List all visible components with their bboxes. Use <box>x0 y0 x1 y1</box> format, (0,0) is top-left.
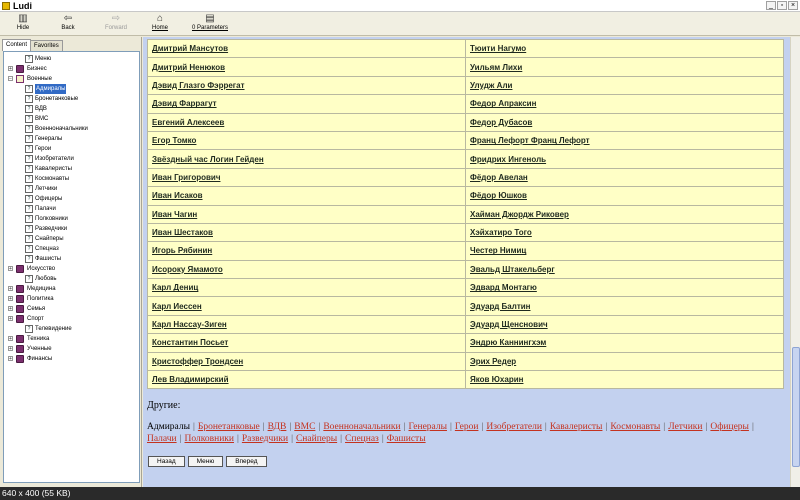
person-link[interactable]: Игорь Рябинин <box>152 246 213 256</box>
forward-button[interactable] <box>101 13 131 35</box>
table-row <box>148 315 784 333</box>
tree-item-label: Фашисты <box>35 256 62 262</box>
separator: | <box>663 422 666 432</box>
table-cell <box>148 205 466 223</box>
help-page-icon: ? <box>25 275 33 283</box>
table-row <box>148 205 784 223</box>
person-link[interactable]: Евгений Алексеев <box>152 117 225 127</box>
tree-item[interactable] <box>4 194 139 204</box>
person-link[interactable]: Уильям Лихи <box>470 62 523 72</box>
separator: | <box>291 434 293 444</box>
table-cell <box>148 223 466 241</box>
table-cell <box>466 334 784 352</box>
tree-item-label: Семья <box>27 306 46 312</box>
person-link[interactable]: Иван Григорович <box>152 172 221 182</box>
table-row <box>148 187 784 205</box>
parameters-label: 0 Parameters <box>191 25 228 31</box>
tree-item[interactable] <box>4 224 139 234</box>
help-page-icon: ? <box>25 245 33 253</box>
tree-item[interactable] <box>4 164 139 174</box>
person-link[interactable]: Фридрих Ингеноль <box>470 154 547 164</box>
category-link[interactable]: Разведчики <box>241 434 289 444</box>
tree-item[interactable] <box>4 64 139 74</box>
person-link[interactable]: Федор Апраксин <box>470 99 537 109</box>
help-page-icon: ? <box>25 85 33 93</box>
category-link[interactable]: Генералы <box>408 422 447 432</box>
table-cell <box>148 187 466 205</box>
tree-item[interactable] <box>4 244 139 254</box>
separator: | <box>179 434 182 444</box>
table-row <box>148 352 784 370</box>
category-link[interactable]: Космонавты <box>610 422 661 432</box>
tree-item-label: Медицина <box>27 286 56 292</box>
tree-item-label: Военноначальники <box>35 126 88 132</box>
back-button[interactable] <box>56 13 80 35</box>
separator: | <box>705 422 708 432</box>
expand-icon[interactable]: + <box>9 66 12 72</box>
book-icon <box>16 335 24 343</box>
forward-arrow-icon: ⇨ <box>111 13 121 24</box>
tree-item-label: Палачи <box>35 206 56 212</box>
table-row <box>148 260 784 278</box>
collapse-icon[interactable]: − <box>9 76 12 82</box>
help-page-icon: ? <box>25 255 33 263</box>
table-cell <box>148 334 466 352</box>
tree-item-label: Космонавты <box>35 176 70 182</box>
separator: | <box>381 434 384 444</box>
person-link[interactable]: Лев Владимирский <box>152 375 229 385</box>
tree-item[interactable] <box>4 344 139 354</box>
category-link[interactable]: Летчики <box>668 422 703 432</box>
table-cell <box>466 279 784 297</box>
tree-item[interactable] <box>4 324 139 334</box>
table-row <box>148 223 784 241</box>
help-page-icon: ? <box>25 55 33 63</box>
book-icon <box>16 295 24 303</box>
table-cell <box>466 150 784 168</box>
table-cell <box>466 223 784 241</box>
help-page-icon: ? <box>25 185 33 193</box>
separator: | <box>236 434 239 444</box>
table-cell <box>148 242 466 260</box>
forward-nav-button[interactable]: Вперед <box>226 456 266 467</box>
person-link[interactable]: Дмитрий Ненюков <box>152 62 225 72</box>
person-link[interactable]: Фёдор Авелан <box>470 172 528 182</box>
table-cell <box>148 352 466 370</box>
home-button[interactable] <box>150 13 170 35</box>
tree-item-label: Финансы <box>27 356 53 362</box>
person-link[interactable]: Звёздный час Логин Гейден <box>152 154 264 164</box>
table-row <box>148 297 784 315</box>
tree-item-label: Бронетанковые <box>35 96 79 102</box>
person-link[interactable]: Фёдор Юшков <box>470 191 527 201</box>
table-cell <box>466 297 784 315</box>
table-row <box>148 168 784 186</box>
table-cell <box>466 352 784 370</box>
table-cell <box>466 242 784 260</box>
person-link[interactable]: Яков Юхарин <box>470 375 524 385</box>
table-cell <box>148 168 466 186</box>
person-link[interactable]: Егор Томко <box>152 136 197 146</box>
tree-item-label: Адмиралы <box>36 86 66 92</box>
expand-icon[interactable]: + <box>9 266 12 272</box>
content-area <box>143 37 790 487</box>
help-page-icon: ? <box>25 175 33 183</box>
category-link[interactable]: ВДВ <box>267 422 287 432</box>
restore-button[interactable]: ▫ <box>777 1 787 10</box>
table-cell <box>148 40 466 58</box>
person-link[interactable]: Дэвид Фаррагут <box>152 99 217 109</box>
tree-item-label: Искусство <box>27 266 56 272</box>
tree-item-label: Любовь <box>35 276 57 282</box>
person-link[interactable]: Эвальд Штакельберг <box>470 264 555 274</box>
separator: | <box>403 422 406 432</box>
forward-label: Forward <box>104 25 127 31</box>
category-link[interactable]: Снайперы <box>295 434 338 444</box>
person-link[interactable]: Карл Дениц <box>152 283 199 293</box>
tree-item[interactable] <box>4 134 139 144</box>
expand-icon[interactable]: + <box>9 316 12 322</box>
tree-item[interactable] <box>4 54 139 64</box>
table-cell <box>148 371 466 389</box>
navigation-pane <box>0 37 142 487</box>
category-link[interactable]: Офицеры <box>710 422 749 432</box>
person-link[interactable]: Иван Шестаков <box>152 228 213 238</box>
tree-item[interactable] <box>4 144 139 154</box>
tree-item-label: Меню <box>35 56 52 62</box>
person-link[interactable]: Эдуард Щенснович <box>470 320 548 330</box>
help-page-icon: ? <box>25 235 33 243</box>
separator: | <box>340 434 343 444</box>
separator: | <box>751 422 754 432</box>
help-page-icon: ? <box>25 95 33 103</box>
person-link[interactable]: Исороку Ямамото <box>152 264 223 274</box>
tree-item-label: Офицеры <box>35 196 63 202</box>
tree-item[interactable] <box>4 94 139 104</box>
tree-item-label: ВМС <box>35 116 49 122</box>
options-icon: ▤ <box>205 13 215 24</box>
image-dimensions-caption: 640 x 400 (55 KB) <box>2 488 71 498</box>
help-page-icon: ? <box>25 225 33 233</box>
tree-item-label: Военные <box>27 76 52 82</box>
title-bar <box>0 0 800 12</box>
table-cell <box>148 150 466 168</box>
tree-item[interactable] <box>4 204 139 214</box>
table-row <box>148 40 784 58</box>
tree-item-label: Снайперы <box>35 236 64 242</box>
hide-panel-icon: ▥ <box>18 13 28 24</box>
tab-content[interactable]: Content <box>2 39 31 51</box>
expand-icon[interactable]: + <box>9 336 12 342</box>
tree-item[interactable] <box>4 354 139 364</box>
table-cell <box>466 260 784 278</box>
tree-item[interactable] <box>4 254 139 264</box>
person-link[interactable]: Федор Дубасов <box>470 117 533 127</box>
separator: | <box>605 422 608 432</box>
tree-item-label: Телевидение <box>35 326 72 332</box>
tree-item-label: Летчики <box>35 186 58 192</box>
menu-nav-button[interactable]: Меню <box>188 456 224 467</box>
table-cell <box>466 40 784 58</box>
help-page-icon: ? <box>25 105 33 113</box>
tree-item-label: Герои <box>35 146 52 152</box>
back-label: Back <box>61 25 75 31</box>
others-label: Другие: <box>147 400 181 411</box>
app-icon <box>2 2 10 10</box>
window-title: Ludi <box>13 1 32 11</box>
person-link[interactable]: Иван Исаков <box>152 191 203 201</box>
table-cell <box>466 95 784 113</box>
table-row <box>148 131 784 149</box>
help-page-icon: ? <box>25 325 33 333</box>
topics-tree <box>3 51 140 483</box>
category-link[interactable]: Военноначальники <box>323 422 401 432</box>
separator: | <box>481 422 484 432</box>
book-icon <box>16 315 24 323</box>
table-cell <box>466 205 784 223</box>
tree-item-label: Изобретатели <box>35 156 74 162</box>
tree-item-label: Полковники <box>35 216 68 222</box>
tree-item-label: Бизнес <box>27 66 47 72</box>
tree-item[interactable] <box>4 74 139 84</box>
close-button[interactable]: × <box>788 1 798 10</box>
tree-item[interactable] <box>4 174 139 184</box>
hide-label: Hide <box>16 25 30 31</box>
tree-item[interactable] <box>4 84 139 94</box>
category-link[interactable]: Фашисты <box>386 434 426 444</box>
person-link[interactable]: Хэйхатиро Того <box>470 228 532 238</box>
tree-item[interactable] <box>4 274 139 284</box>
back-nav-button[interactable]: Назад <box>148 456 185 467</box>
person-link[interactable]: Иван Чагин <box>152 209 198 219</box>
category-links <box>147 421 785 445</box>
separator: | <box>318 422 321 432</box>
person-link[interactable]: Эндрю Каннингхэм <box>470 338 547 348</box>
minimize-button[interactable]: _ <box>766 1 776 10</box>
category-link[interactable]: Полковники <box>184 434 234 444</box>
tree-item[interactable] <box>4 284 139 294</box>
nav-tabs <box>2 40 62 51</box>
tree-item[interactable] <box>4 184 139 194</box>
expand-icon[interactable]: + <box>9 356 12 362</box>
person-link[interactable]: Франц Лефорт Франц Лефорт <box>470 136 590 146</box>
table-cell <box>466 371 784 389</box>
person-link[interactable]: Дмитрий Мансутов <box>152 44 229 54</box>
tree-item[interactable] <box>4 114 139 124</box>
book-icon <box>16 305 24 313</box>
person-link[interactable]: Дэвид Глазго Фэррегат <box>152 80 245 90</box>
table-cell <box>148 131 466 149</box>
tree-item[interactable] <box>4 264 139 274</box>
tree-item-label: Разведчики <box>35 226 68 232</box>
separator: | <box>449 422 452 432</box>
category-link[interactable]: Бронетанковые <box>197 422 260 432</box>
category-link[interactable]: Кавалеристы <box>549 422 603 432</box>
table-cell <box>148 113 466 131</box>
table-cell <box>466 187 784 205</box>
tab-favorites[interactable]: Favorites <box>30 40 63 51</box>
tree-item[interactable] <box>4 234 139 244</box>
category-link[interactable]: Изобретатели <box>486 422 542 432</box>
help-page-icon: ? <box>25 215 33 223</box>
table-row <box>148 113 784 131</box>
vertical-scrollbar[interactable] <box>790 37 800 487</box>
tree-item-label: Техника <box>27 336 50 342</box>
tree-item-label: Ученные <box>27 346 52 352</box>
tree-item[interactable] <box>4 154 139 164</box>
book-icon <box>16 285 24 293</box>
help-page-icon: ? <box>25 165 33 173</box>
table-row <box>148 76 784 94</box>
table-row <box>148 242 784 260</box>
person-link[interactable]: Карл Иессен <box>152 301 202 311</box>
table-row <box>148 279 784 297</box>
separator: | <box>262 422 265 432</box>
image-caption-bar <box>0 487 800 500</box>
back-arrow-icon: ⇦ <box>63 13 73 24</box>
table-cell <box>148 297 466 315</box>
tree-item[interactable] <box>4 314 139 324</box>
table-cell <box>466 113 784 131</box>
category-link[interactable]: Герои <box>454 422 479 432</box>
table-row <box>148 334 784 352</box>
table-cell <box>466 168 784 186</box>
help-page-icon: ? <box>25 195 33 203</box>
tree-item-label: Спорт <box>27 316 44 322</box>
help-page-icon: ? <box>25 155 33 163</box>
table-row <box>148 58 784 76</box>
table-cell <box>148 279 466 297</box>
person-link[interactable]: Эдуард Балтин <box>470 301 531 311</box>
book-icon <box>16 65 24 73</box>
person-link[interactable]: Эдвард Монтагю <box>470 283 537 293</box>
tree-item[interactable] <box>4 104 139 114</box>
hide-button[interactable] <box>12 13 34 35</box>
current-category: Адмиралы <box>147 422 190 432</box>
home-label: Home <box>151 25 168 31</box>
help-page-icon: ? <box>25 125 33 133</box>
expand-icon[interactable]: + <box>9 346 12 352</box>
separator: | <box>289 422 292 432</box>
tree-item-label: Спецназ <box>35 246 59 252</box>
table-cell <box>148 260 466 278</box>
tree-item-label: Кавалеристы <box>35 166 72 172</box>
person-link[interactable]: Кристоффер Трондсен <box>152 356 244 366</box>
table-cell <box>148 95 466 113</box>
table-row <box>148 95 784 113</box>
names-table <box>147 39 784 389</box>
toolbar <box>0 12 800 36</box>
help-page-icon: ? <box>25 115 33 123</box>
book-icon <box>16 265 24 273</box>
home-icon: ⌂ <box>156 13 164 24</box>
expand-icon[interactable]: + <box>9 306 12 312</box>
person-link[interactable]: Улудж Али <box>470 80 513 90</box>
table-cell <box>466 131 784 149</box>
tree-item-label: Политика <box>27 296 54 302</box>
page-nav-buttons <box>148 456 270 468</box>
table-cell <box>466 76 784 94</box>
table-row <box>148 371 784 389</box>
person-link[interactable]: Тюити Нагумо <box>470 44 527 54</box>
table-cell <box>466 315 784 333</box>
table-cell <box>148 76 466 94</box>
book-icon <box>16 355 24 363</box>
category-link[interactable]: ВМС <box>294 422 316 432</box>
help-page-icon: ? <box>25 205 33 213</box>
expand-icon[interactable]: + <box>9 296 12 302</box>
separator: | <box>192 422 195 432</box>
person-link[interactable]: Честер Нимиц <box>470 246 527 256</box>
parameters-button[interactable] <box>188 13 232 35</box>
separator: | <box>544 422 547 432</box>
help-page-icon: ? <box>25 135 33 143</box>
book-icon <box>16 345 24 353</box>
tree-item[interactable] <box>4 294 139 304</box>
tree-item[interactable] <box>4 124 139 134</box>
open-book-icon <box>16 75 24 83</box>
scroll-thumb[interactable] <box>792 347 800 467</box>
category-link[interactable]: Спецназ <box>345 434 379 444</box>
category-link[interactable]: Палачи <box>147 434 177 444</box>
table-cell <box>148 315 466 333</box>
tree-item[interactable] <box>4 304 139 314</box>
table-cell <box>148 58 466 76</box>
tree-item-label: ВДВ <box>35 106 47 112</box>
table-row <box>148 150 784 168</box>
help-page-icon: ? <box>25 145 33 153</box>
person-link[interactable]: Хайман Джордж Риковер <box>470 209 569 219</box>
tree-item[interactable] <box>4 334 139 344</box>
tree-item-label: Генералы <box>35 136 63 142</box>
person-link[interactable]: Эрих Редер <box>470 356 517 366</box>
table-cell <box>466 58 784 76</box>
person-link[interactable]: Карл Нассау-Зиген <box>152 320 227 330</box>
tree-item[interactable] <box>4 214 139 224</box>
expand-icon[interactable]: + <box>9 286 12 292</box>
person-link[interactable]: Константин Посьет <box>152 338 229 348</box>
